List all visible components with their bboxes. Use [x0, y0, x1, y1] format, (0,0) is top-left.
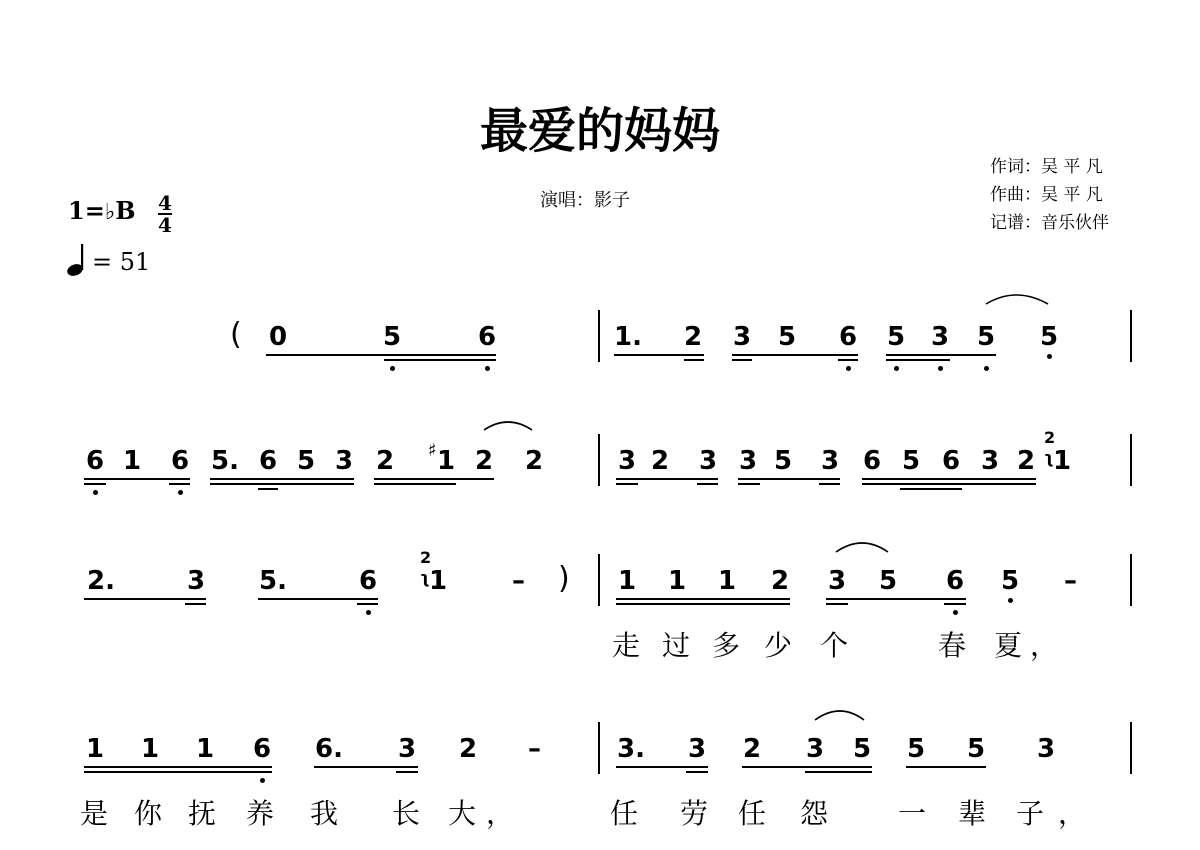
note: 5: [886, 322, 906, 352]
note: 5: [777, 322, 797, 352]
lyric: ，: [1058, 797, 1087, 830]
note: 5: [966, 734, 986, 764]
note: 3: [1036, 734, 1056, 764]
lyric: 养: [246, 797, 275, 830]
note: 3: [738, 446, 758, 476]
time-top: 4: [158, 191, 172, 215]
transcriber-credit: 记谱：音乐伙伴: [990, 213, 1109, 233]
note: 3: [687, 734, 707, 764]
dash: –: [1064, 566, 1077, 596]
note: 6: [838, 322, 858, 352]
lyric: 走: [612, 629, 641, 662]
key-one: 1: [68, 196, 85, 225]
lyric: 一: [898, 797, 927, 830]
note: 1: [717, 566, 737, 596]
note: 1: [122, 446, 142, 476]
note: 6: [85, 446, 105, 476]
note: 2: [742, 734, 762, 764]
lyric: 春: [938, 629, 967, 662]
note: 2: [524, 446, 544, 476]
lyric: 劳: [680, 797, 709, 830]
lyric: ，: [1030, 629, 1059, 662]
note: 1: [85, 734, 105, 764]
lyric: 过: [662, 629, 691, 662]
note: 5: [1000, 566, 1020, 596]
sharp-icon: ♯: [428, 440, 437, 461]
note: 5: [852, 734, 872, 764]
note: 3: [820, 446, 840, 476]
lyric: 怨: [800, 797, 829, 830]
dash: –: [528, 734, 541, 764]
note: 6: [170, 446, 190, 476]
paren-open: (: [230, 317, 242, 352]
note: 5.: [211, 446, 239, 476]
note: 2: [1016, 446, 1036, 476]
lyric: 多: [712, 629, 741, 662]
note: 6: [477, 322, 497, 352]
lyric: 抚: [188, 797, 217, 830]
note: 1: [667, 566, 687, 596]
slur: [836, 543, 888, 552]
note: 3: [617, 446, 637, 476]
note: 2.: [87, 566, 115, 596]
note: 1: [195, 734, 215, 764]
note: 2: [650, 446, 670, 476]
lyric: 任: [610, 797, 639, 830]
note: 0: [268, 322, 288, 352]
note: 3: [805, 734, 825, 764]
lyric: 你: [134, 797, 163, 830]
song-title: 最爱的妈妈: [479, 103, 720, 159]
note: 5: [773, 446, 793, 476]
note: 6: [358, 566, 378, 596]
note: 6.: [315, 734, 343, 764]
lyric: 是: [80, 797, 109, 830]
grace-hook-icon: ʅ: [420, 568, 430, 587]
note: 5: [382, 322, 402, 352]
dash: –: [512, 566, 525, 596]
note: 6: [945, 566, 965, 596]
time-bottom: 4: [158, 213, 172, 237]
lyric: 辈: [958, 797, 987, 830]
note: 1: [1052, 446, 1072, 476]
lyric: 个: [820, 629, 849, 662]
flat-icon: ♭: [104, 200, 116, 225]
lyric: 夏: [994, 629, 1023, 662]
grace-note: 2: [420, 548, 432, 567]
note: 2: [458, 734, 478, 764]
key-equals: =: [84, 196, 105, 225]
note: 3: [930, 322, 950, 352]
note: 6: [862, 446, 882, 476]
note: 3: [397, 734, 417, 764]
note: 6: [941, 446, 961, 476]
note: 5: [878, 566, 898, 596]
tempo-value: = 51: [92, 248, 151, 276]
lyric: 子: [1016, 797, 1045, 830]
note: 2: [474, 446, 494, 476]
note: 2: [375, 446, 395, 476]
note: 3: [186, 566, 206, 596]
paren-close: ): [558, 561, 570, 596]
key-note: B: [115, 196, 136, 225]
lyric: 大: [448, 797, 477, 830]
composer-credit: 作曲：吴 平 凡: [990, 185, 1103, 205]
note: 3: [980, 446, 1000, 476]
note: 3: [827, 566, 847, 596]
grace-note: 2: [1044, 428, 1056, 447]
note: 5: [296, 446, 316, 476]
note: 1: [436, 446, 456, 476]
note: 5: [906, 734, 926, 764]
note: 3: [334, 446, 354, 476]
lyric: ，: [486, 797, 515, 830]
grace-hook-icon: ʅ: [1044, 448, 1054, 467]
note: 1.: [614, 322, 642, 352]
note: 5: [901, 446, 921, 476]
lyricist-credit: 作词：吴 平 凡: [990, 157, 1103, 177]
singer-credit: 演唱：影子: [540, 190, 630, 211]
note: 6: [258, 446, 278, 476]
slur: [484, 422, 532, 430]
slur: [986, 295, 1048, 304]
note: 5.: [259, 566, 287, 596]
note: 1: [428, 566, 448, 596]
lyric: 任: [738, 797, 767, 830]
note: 3: [732, 322, 752, 352]
lyric: 长: [392, 797, 421, 830]
note: 5: [976, 322, 996, 352]
note: 3: [698, 446, 718, 476]
note: 5: [1039, 322, 1059, 352]
note: 1: [140, 734, 160, 764]
note: 2: [770, 566, 790, 596]
note: 1: [617, 566, 637, 596]
lyric: 少: [764, 629, 793, 662]
note: 6: [252, 734, 272, 764]
slur: [815, 711, 864, 720]
note: 2: [683, 322, 703, 352]
note: 3.: [617, 734, 645, 764]
lyric: 我: [310, 797, 339, 830]
